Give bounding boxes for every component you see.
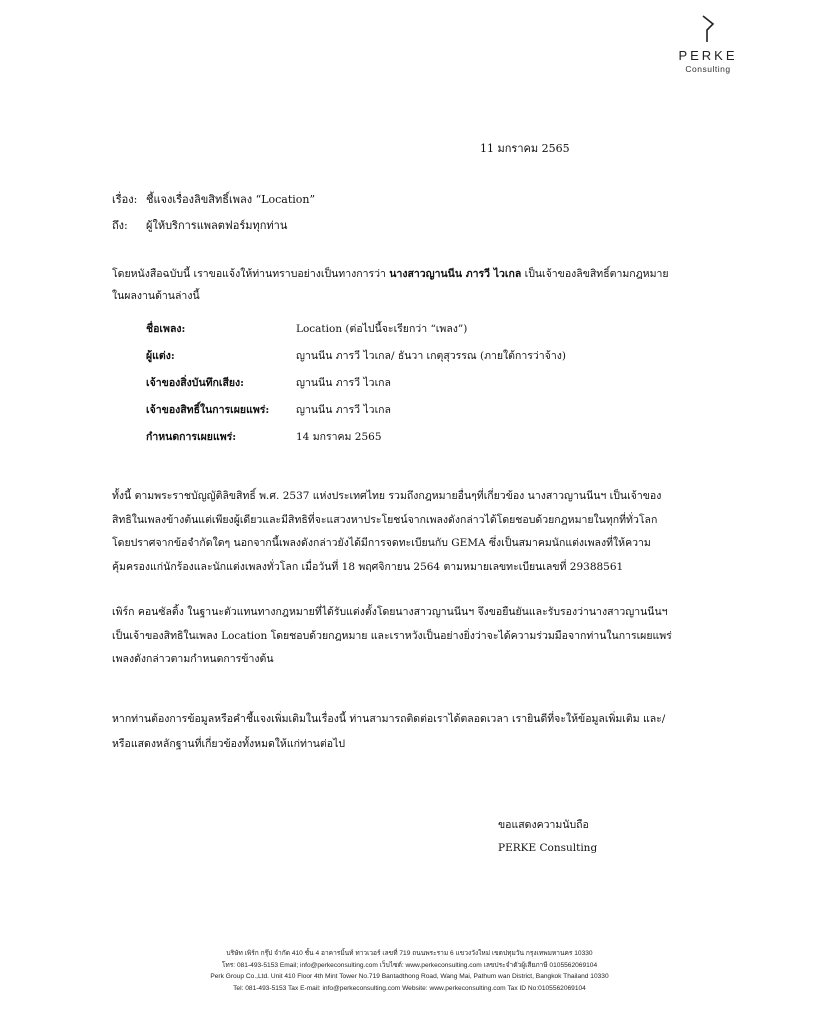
paragraph-line: หากท่านต้องการข้อมูลหรือคำชี้แจงเพิ่มเติมในเรื่องนี้ ท่านสามารถติดต่อเราได้ตลอดเวลา เรายินดีที่จะให้ข้อมูลเพิ่มเติม และ/ [112, 713, 666, 725]
paragraph-line: สิทธิในเพลงข้างต้นแต่เพียงผู้เดียวและมีสิทธิที่จะแสวงหาประโยชน์จากเพลงดังกล่าวได้โดยชอบด้วยกฎหมายในทุกที่ทั่วโลก [112, 513, 658, 526]
intro-line-2: ในผลงานด้านล่างนี้ [112, 290, 200, 302]
paragraph-line: ทั้งนี้ ตามพระราชบัญญัติลิขสิทธิ์ พ.ศ. 2537 แห่งประเทศไทย รวมถึงกฎหมายอื่นๆที่เกี่ยวข้อง นางสาวญานนีนฯ เป็นเจ้าของ [112, 490, 662, 502]
paragraph-line: หรือแสดงหลักฐานที่เกี่ยวข้องทั้งหมดให้แก่ท่านต่อไป [112, 738, 346, 750]
detail-value: ญานนีน ภารวี ไวเกล [296, 377, 391, 389]
paragraph-line: เป็นเจ้าของสิทธิในเพลง Location โดยชอบด้วยกฎหมาย และเราหวังเป็นอย่างยิ่งว่าจะได้ความร่วมมือจากท่านในการเผยแพร่ [112, 629, 672, 642]
closing-regards: ขอแสดงความนับถือ [498, 819, 589, 831]
paragraph-line: โดยปราศจากข้อจำกัดใดๆ นอกจากนี้เพลงดังกล่าวยังได้มีการจดทะเบียนกับ GEMA ซึ่งเป็นสมาคมนักแต่งเพลงที่ให้ความ [112, 537, 651, 549]
legal-paragraph [112, 485, 712, 579]
detail-label: กำหนดการเผยแพร่: [146, 431, 237, 443]
detail-value: ญานนีน ภารวี ไวเกล/ ธันวา เกตุสุวรรณ (ภายใต้การว่าจ้าง) [296, 350, 566, 362]
company-logo [668, 14, 748, 74]
letter-footer [0, 948, 819, 994]
recipient-value: ผู้ให้บริการแพลตฟอร์มทุกท่าน [146, 219, 288, 232]
subject-value: ชี้แจงเรื่องลิขสิทธิ์เพลง “Location” [146, 193, 316, 206]
closing-signer: PERKE Consulting [498, 842, 598, 854]
detail-label: เจ้าของสิ่งบันทึกเสียง: [146, 377, 245, 389]
subject-label: เรื่อง: [112, 193, 138, 206]
logo-brand: PERKE [678, 48, 738, 63]
footer-line: Perk Group Co.,Ltd. Unit 410 Floor 4th Mint Tower No.719 Bantadthong Road, Wang Mai, Pathum wan District, Bangkok Thailand 10330 [210, 973, 609, 980]
detail-label: เจ้าของสิทธิ์ในการเผยแพร่: [146, 404, 270, 416]
contact-paragraph [112, 707, 712, 757]
paragraph-line: เพิร์ก คอนซัลติ้ง ในฐานะตัวแทนทางกฎหมายที่ได้รับแต่งตั้งโดยนางสาวญานนีนฯ จึงขอยืนยันและรับรองว่านางสาวญานนีนฯ [112, 606, 668, 618]
detail-value: 14 มกราคม 2565 [296, 431, 382, 443]
logo-subtitle: Consulting [685, 64, 731, 74]
letter-date: 11 มกราคม 2565 [480, 142, 570, 155]
confirmation-paragraph [112, 601, 712, 672]
paragraph-line: เพลงดังกล่าวตามกำหนดการข้างต้น [112, 653, 274, 665]
detail-label: ผู้แต่ง: [146, 350, 175, 362]
intro-text-start: โดยหนังสือฉบับนี้ เราขอแจ้งให้ท่านทราบอย่างเป็นทางการว่า [112, 268, 390, 280]
detail-value: ญานนีน ภารวี ไวเกล [296, 404, 391, 416]
detail-label: ชื่อเพลง: [146, 323, 186, 335]
paragraph-line: คุ้มครองแก่นักร้องและนักแต่งเพลงทั่วโลก เมื่อวันที่ 18 พฤศจิกายน 2564 ตามหมายเลขทะเบียนเลขที่ 29388561 [112, 560, 624, 573]
footer-line: บริษัท เพิร์ก กรุ๊ป จำกัด 410 ชั้น 4 อาคารมิ้นท์ ทาวเวอร์ เลขที่ 719 ถนนพระราม 6 แขวงวังใหม่ เขตปทุมวัน กรุงเทพมหานคร 10330 [226, 950, 593, 957]
perke-logo-icon [699, 14, 717, 44]
footer-line: โทร: 081-493-5153 Email; info@perkeconsulting.com เว็บไซต์: www.perkeconsulting.com เลขประจำตัวผู้เสียภาษี 0105562069104 [221, 961, 598, 969]
owner-name: นางสาวญานนีน ภารวี ไวเกล [389, 268, 522, 280]
recipient-label: ถึง: [112, 219, 128, 232]
detail-value: Location (ต่อไปนี้จะเรียกว่า “เพลง”) [296, 323, 468, 335]
intro-paragraph [112, 263, 712, 307]
intro-text-end: เป็นเจ้าของลิขสิทธิ์ตามกฎหมาย [521, 268, 669, 280]
footer-line: Tel: 081-493-5153 Tax E-mail: info@perkeconsulting.com Website: www.perkeconsulting.com Tax ID No:0105562069104 [233, 984, 586, 992]
